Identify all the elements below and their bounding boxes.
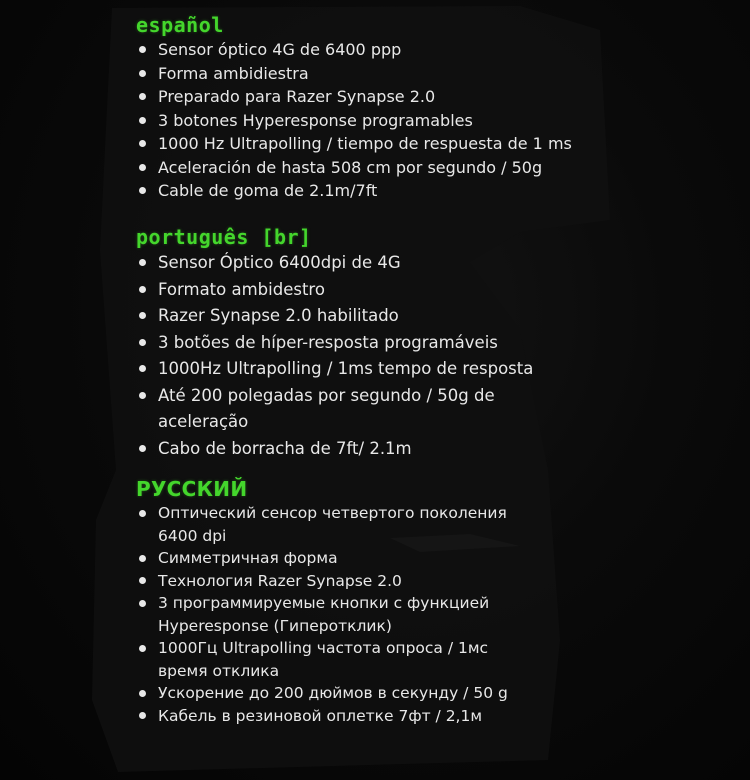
list-item: 3 botões de híper-resposta programáveis — [136, 330, 656, 357]
list-item: Технология Razer Synapse 2.0 — [136, 570, 656, 593]
list-item: Sensor óptico 4G de 6400 ppp — [136, 38, 656, 62]
section-portugues — [136, 224, 656, 462]
bullet-icon — [139, 259, 146, 266]
bullet-icon — [139, 164, 146, 171]
list-item: 3 botones Hyperesponse programables — [136, 109, 656, 133]
feature-list-espanol — [136, 38, 656, 203]
bullet-icon — [139, 46, 146, 53]
bullet-icon — [139, 339, 146, 346]
bullet-icon — [139, 690, 146, 697]
heading-espanol: español — [136, 13, 224, 37]
section-espanol — [136, 12, 656, 203]
list-item: 1000Hz Ultrapolling / 1ms tempo de resposta — [136, 356, 656, 383]
list-item: Preparado para Razer Synapse 2.0 — [136, 85, 656, 109]
bullet-icon — [139, 600, 146, 607]
list-item: Formato ambidestro — [136, 277, 656, 304]
section-russkiy — [136, 476, 656, 727]
bullet-icon — [139, 712, 146, 719]
list-item: Razer Synapse 2.0 habilitado — [136, 303, 656, 330]
list-item: Aceleración de hasta 508 cm por segundo / 50g — [136, 156, 656, 180]
heading-russkiy: РУССКИЙ — [136, 477, 248, 501]
bullet-icon — [139, 117, 146, 124]
heading-portugues: português [br] — [136, 225, 312, 249]
bullet-icon — [139, 510, 146, 517]
list-item: Até 200 polegadas por segundo / 50g de aceleração — [136, 383, 656, 436]
bullet-icon — [139, 140, 146, 147]
bullet-icon — [139, 365, 146, 372]
bullet-icon — [139, 392, 146, 399]
list-item: Cable de goma de 2.1m/7ft — [136, 179, 656, 203]
bullet-icon — [139, 286, 146, 293]
bullet-icon — [139, 312, 146, 319]
feature-list-portugues — [136, 250, 656, 462]
bullet-icon — [139, 445, 146, 452]
bullet-icon — [139, 93, 146, 100]
list-item: Sensor Óptico 6400dpi de 4G — [136, 250, 656, 277]
bullet-icon — [139, 577, 146, 584]
list-item: Оптический сенсор четвертого поколения 6400 dpi — [136, 502, 656, 547]
bullet-icon — [139, 187, 146, 194]
list-item: Cabo de borracha de 7ft/ 2.1m — [136, 436, 656, 463]
list-item: Ускорение до 200 дюймов в секунду / 50 g — [136, 682, 656, 705]
bullet-icon — [139, 70, 146, 77]
list-item: Кабель в резиновой оплетке 7фт / 2,1м — [136, 705, 656, 728]
list-item: 1000Гц Ultrapolling частота опроса / 1мс время отклика — [136, 637, 656, 682]
bullet-icon — [139, 645, 146, 652]
list-item: Forma ambidiestra — [136, 62, 656, 86]
bullet-icon — [139, 555, 146, 562]
list-item: 1000 Hz Ultrapolling / tiempo de respuesta de 1 ms — [136, 132, 656, 156]
list-item: Симметричная форма — [136, 547, 656, 570]
list-item: 3 программируемые кнопки с функцией Hyperesponse (Гиперотклик) — [136, 592, 656, 637]
feature-list-russkiy — [136, 502, 656, 727]
